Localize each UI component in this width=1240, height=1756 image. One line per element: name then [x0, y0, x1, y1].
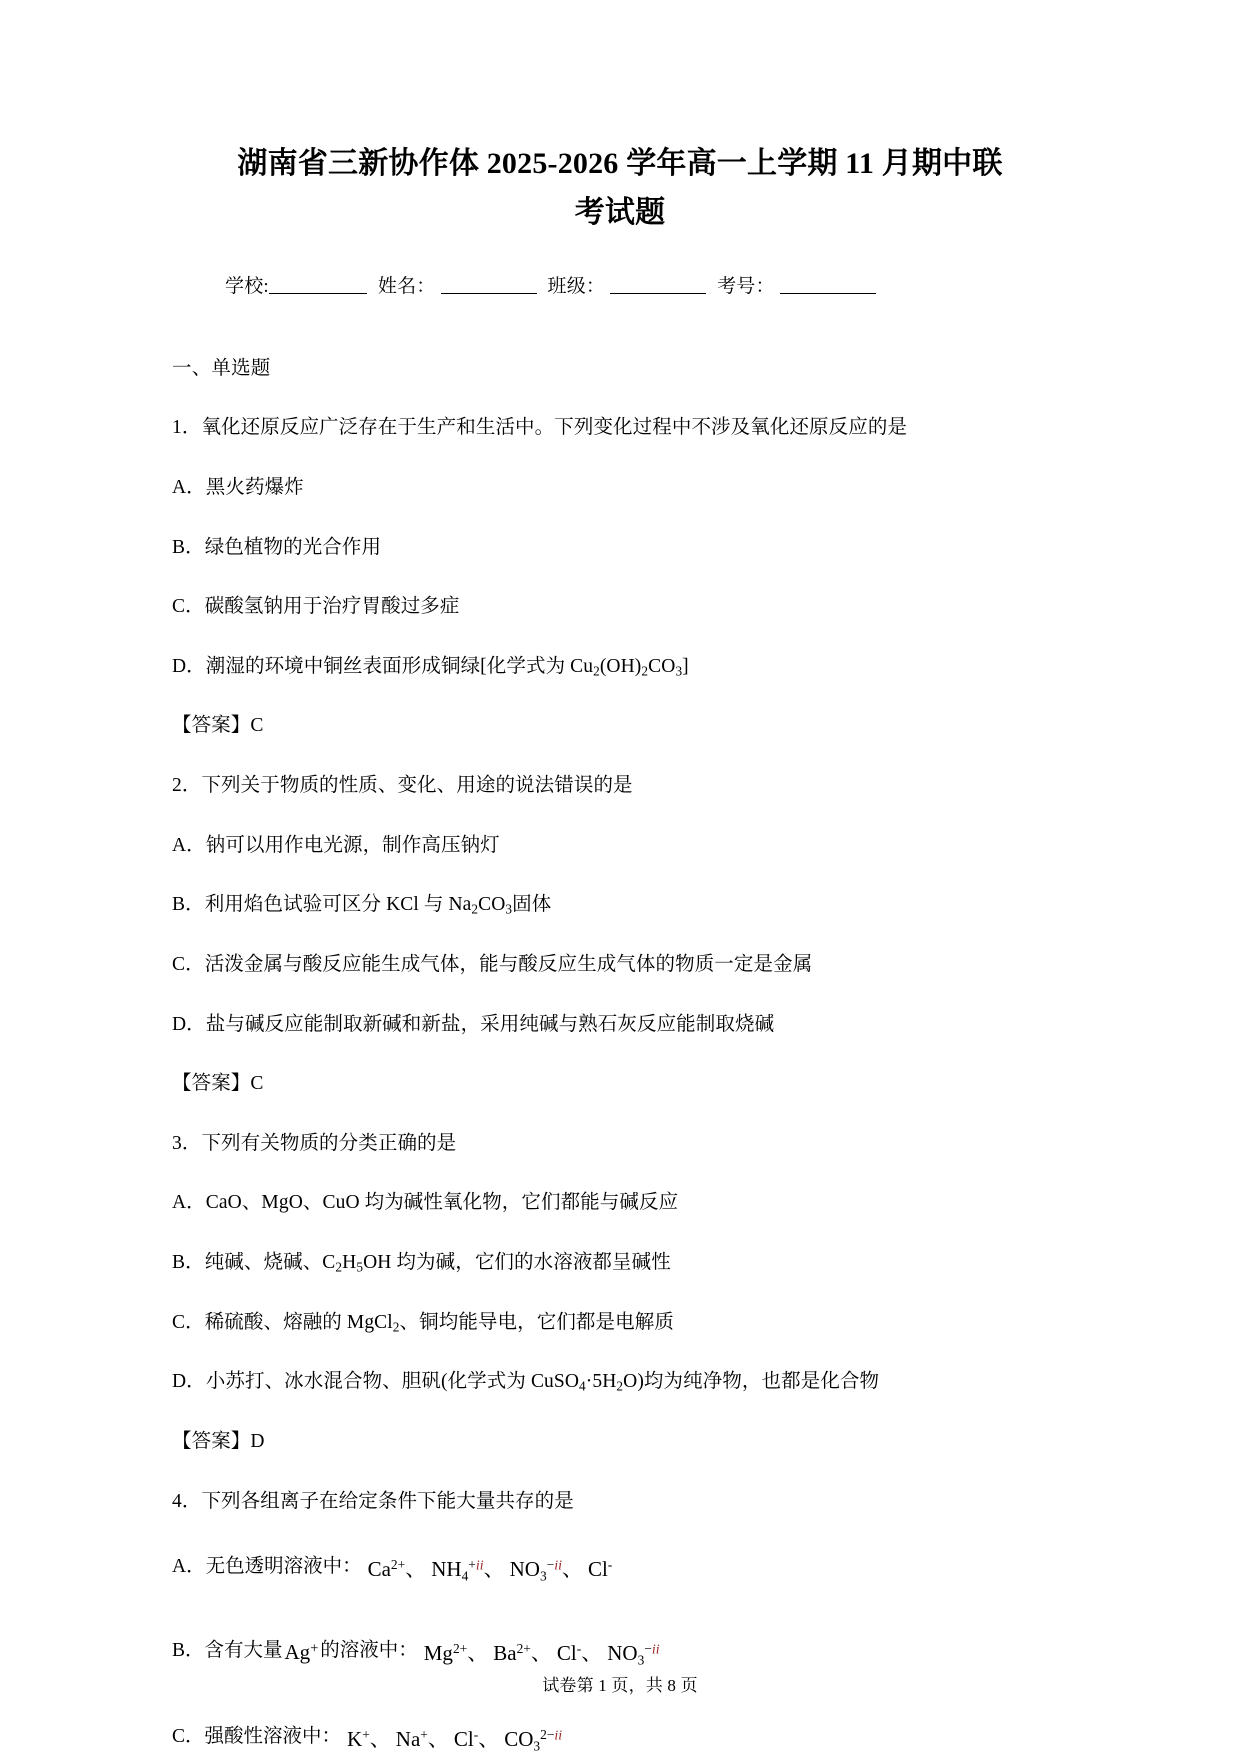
- ion-charge: -: [607, 1557, 613, 1573]
- question-3-stem: 3．下列有关物质的分类正确的是: [172, 1132, 457, 1154]
- q2b-sub-2: 3: [505, 901, 513, 917]
- ion-subscript: 4: [461, 1568, 469, 1584]
- ion-separator: 、: [581, 1641, 603, 1666]
- q2b-text-mid: CO: [478, 894, 506, 916]
- q3b-sub-2: 5: [356, 1259, 364, 1275]
- ion-charge: -: [576, 1641, 582, 1657]
- ion-base: Cl: [556, 1641, 577, 1666]
- ion-separator: 、: [405, 1557, 427, 1582]
- q4a-ion-group: [362, 1554, 616, 1586]
- page-title: [0, 0, 1240, 237]
- ion-base: CO: [504, 1727, 534, 1751]
- ion-base: Cl: [453, 1727, 474, 1751]
- name-label: 姓名：: [377, 276, 436, 298]
- exam-no-label: 考号：: [717, 276, 775, 298]
- ion-artifact-marker: ii: [554, 1557, 562, 1573]
- q3c-sub-1: 2: [392, 1319, 400, 1335]
- q2b-text-post: 固体: [512, 894, 552, 916]
- question-4-option-b: [172, 1630, 1070, 1670]
- q3d-text-post: O)均为纯净物，也都是化合物: [623, 1371, 880, 1393]
- ion-base: Ca: [367, 1557, 391, 1582]
- ion-separator: 、: [561, 1557, 583, 1582]
- q2b-sub-1: 2: [471, 901, 479, 917]
- page-footer: 试卷第 1 页，共 8 页: [542, 1676, 698, 1695]
- ion-4: [504, 1727, 565, 1754]
- ion-charge: 2+: [516, 1641, 531, 1657]
- exam-body: [0, 302, 1240, 1756]
- ion-separator: 、: [478, 1727, 500, 1751]
- page-title-line-2: 考试题: [574, 195, 666, 229]
- q1d-text-mid2: CO: [648, 655, 676, 677]
- question-2-option-a: A．钠可以用作电光源，制作高压钠灯: [172, 834, 500, 856]
- question-1-option-d: [172, 652, 1070, 682]
- question-4-stem: 4．下列各组离子在给定条件下能大量共存的是: [172, 1490, 574, 1512]
- q4b-inline-ion: [283, 1637, 321, 1669]
- ion-charge: +: [420, 1727, 428, 1743]
- ion-2: [431, 1557, 509, 1584]
- question-4-option-a: [172, 1546, 1070, 1586]
- ion-separator: 、: [467, 1641, 489, 1666]
- student-info-line: [0, 273, 1240, 302]
- ion-separator: 、: [369, 1727, 391, 1751]
- q4c-ion-group: [341, 1724, 565, 1756]
- question-4-option-c: [172, 1716, 1070, 1756]
- ion-artifact-marker: ii: [651, 1641, 660, 1657]
- q1d-text-post: ]: [682, 655, 689, 677]
- question-2-option-d: D．盐与碱反应能制取新碱和新盐，采用纯碱与熟石灰反应能制取烧碱: [172, 1013, 775, 1035]
- ion-1: [347, 1727, 396, 1751]
- q4b-label-post: 的溶液中：: [320, 1640, 418, 1662]
- ion-charge: -: [473, 1727, 479, 1743]
- q1d-sub-3: 3: [675, 663, 683, 679]
- ion-base: NH: [431, 1557, 462, 1582]
- ion-3: [509, 1557, 588, 1584]
- q1d-text-mid: (OH): [599, 655, 642, 677]
- ion-subscript: 3: [533, 1738, 541, 1754]
- ion-base: NO: [607, 1641, 638, 1666]
- q3d-sub-2: 2: [616, 1378, 624, 1394]
- ion-4: [607, 1641, 662, 1668]
- school-label: 学校:: [225, 276, 269, 298]
- q4b-inline-base: Ag: [284, 1640, 311, 1665]
- question-3-option-b: [172, 1248, 1070, 1278]
- ion-charge: −: [644, 1641, 652, 1657]
- ion-artifact-marker: ii: [554, 1727, 563, 1743]
- q1d-sub-2: 2: [641, 663, 649, 679]
- q3d-sub-1: 4: [579, 1378, 586, 1394]
- question-1-answer: 【答案】C: [172, 715, 264, 737]
- ion-separator: 、: [530, 1641, 552, 1666]
- q3b-text-mid: H: [342, 1252, 357, 1274]
- question-3-answer: 【答案】D: [172, 1430, 265, 1452]
- question-2-stem: 2．下列关于物质的性质、变化、用途的说法错误的是: [172, 775, 633, 797]
- ion-1: [368, 1557, 432, 1581]
- name-blank[interactable]: [441, 276, 537, 294]
- ion-subscript: 3: [637, 1652, 645, 1668]
- q1d-sub-1: 2: [593, 663, 600, 679]
- q3c-text-pre: C．稀硫酸、熔融的 MgCl: [172, 1311, 393, 1333]
- question-2-option-b: [172, 890, 1070, 920]
- school-blank[interactable]: [269, 276, 367, 294]
- question-1-option-c: C．碳酸氢钠用于治疗胃酸过多症: [172, 596, 460, 618]
- q4c-label: C．强酸性溶液中：: [172, 1726, 342, 1747]
- ion-charge: −: [546, 1557, 555, 1573]
- ion-separator: 、: [427, 1727, 449, 1751]
- ion-charge: +: [468, 1557, 476, 1573]
- page-title-line-1: 湖南省三新协作体 2025-2026 学年高一上学期 11 月期中联: [237, 147, 1003, 180]
- class-label: 班级：: [547, 276, 606, 298]
- question-1-option-a: A．黑火药爆炸: [172, 476, 304, 498]
- ion-subscript: 3: [539, 1568, 547, 1584]
- q2b-text-pre: B．利用焰色试验可区分 KCl 与 Na: [172, 894, 472, 916]
- q3b-text-post: OH 均为碱，它们的水溶液都呈碱性: [363, 1252, 671, 1274]
- q3b-sub-1: 2: [335, 1259, 343, 1275]
- question-3-option-a: A．CaO、MgO、CuO 均为碱性氧化物，它们都能与碱反应: [172, 1192, 679, 1214]
- question-1-option-b: B．绿色植物的光合作用: [172, 536, 382, 558]
- question-3-option-d: [172, 1367, 1070, 1397]
- ion-charge: 2+: [452, 1641, 468, 1657]
- ion-charge: +: [362, 1727, 370, 1743]
- q4b-ion-group: [418, 1638, 663, 1670]
- q4a-label: A．无色透明溶液中：: [172, 1556, 362, 1578]
- question-2-answer: 【答案】C: [172, 1073, 264, 1095]
- ion-1: [424, 1641, 494, 1665]
- ion-base: Na: [395, 1727, 421, 1751]
- ion-charge: 2−: [540, 1727, 555, 1743]
- ion-base: Cl: [587, 1557, 608, 1582]
- ion-2: [493, 1641, 557, 1665]
- q4b-inline-sup: +: [310, 1640, 319, 1657]
- q3b-text-pre: B．纯碱、烧碱、C: [172, 1252, 336, 1274]
- ion-artifact-marker: ii: [475, 1557, 484, 1573]
- exam-no-blank[interactable]: [780, 276, 876, 294]
- question-1-stem: 1．氧化还原反应广泛存在于生产和生活中。下列变化过程中不涉及氧化还原反应的是: [172, 417, 908, 439]
- q3c-text-post: 、铜均能导电，它们都是电解质: [399, 1311, 674, 1333]
- ion-4: [588, 1557, 615, 1581]
- question-2-option-c: C．活泼金属与酸反应能生成气体，能与酸反应生成气体的物质一定是金属: [172, 953, 813, 975]
- q3d-text-pre: D．小苏打、冰水混合物、胆矾(化学式为 CuSO: [172, 1371, 580, 1393]
- ion-separator: 、: [483, 1557, 505, 1582]
- question-3-option-c: [172, 1308, 1070, 1338]
- q1d-text-pre: D．潮湿的环境中铜丝表面形成铜绿[化学式为 Cu: [172, 655, 594, 677]
- section-heading: 一、单选题: [172, 357, 271, 379]
- ion-3: [557, 1641, 607, 1665]
- ion-3: [454, 1727, 504, 1751]
- ion-base: NO: [509, 1557, 540, 1582]
- ion-base: Ba: [493, 1641, 517, 1666]
- ion-charge: 2+: [390, 1557, 406, 1573]
- q3d-text-mid: ·5H: [585, 1371, 617, 1393]
- q4b-label-pre: B．含有大量: [172, 1640, 283, 1662]
- ion-base: K: [347, 1727, 363, 1751]
- ion-base: Mg: [423, 1641, 453, 1666]
- class-blank[interactable]: [610, 276, 706, 294]
- ion-2: [396, 1727, 454, 1751]
